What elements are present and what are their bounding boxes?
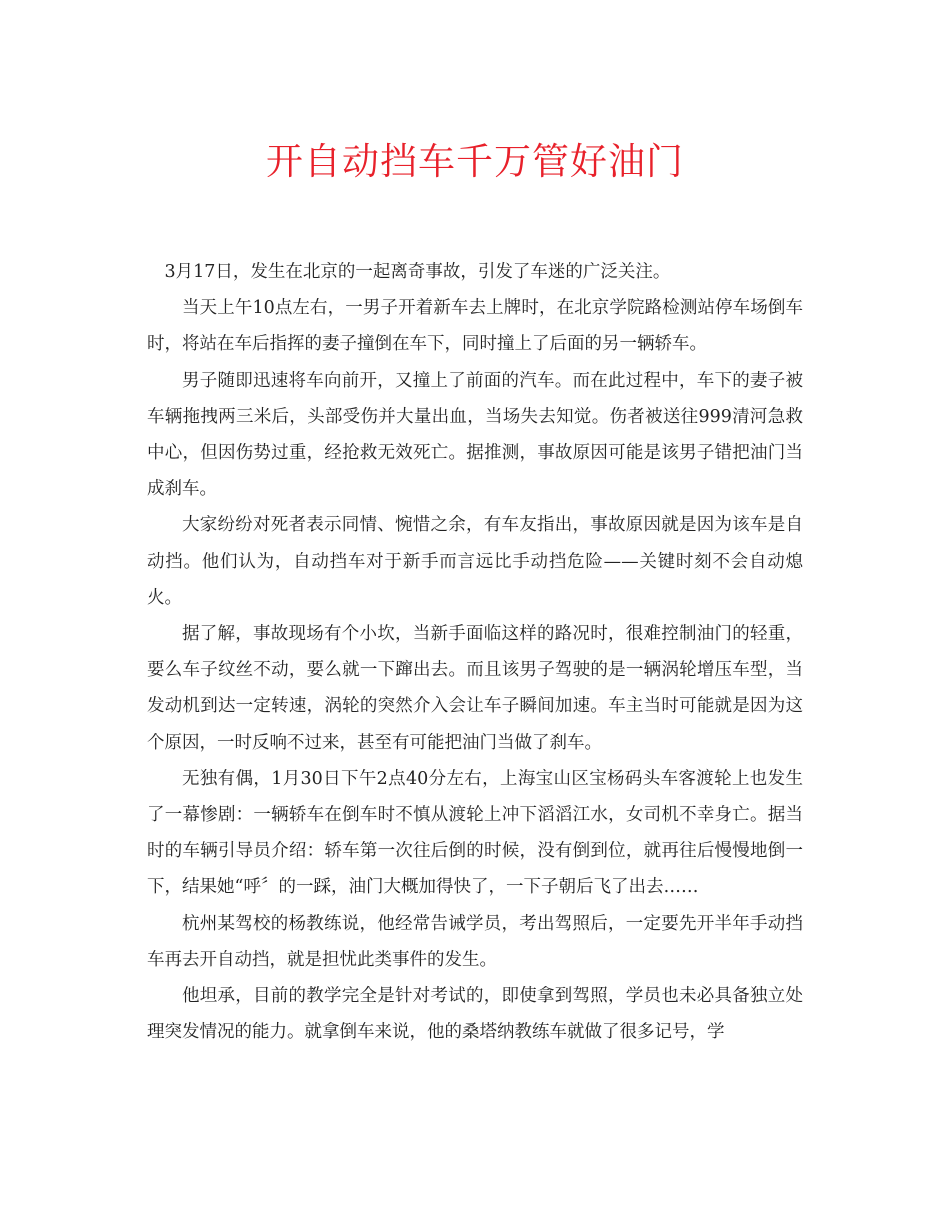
paragraph: 当天上午10点左右，一男子开着新车去上牌时，在北京学院路检测站停车场倒车时，将站在车后指挥的妻子撞倒在车下，同时撞上了后面的另一辆轿车。	[147, 298, 803, 355]
paragraph: 3月17日，发生在北京的一起离奇事故，引发了车迷的广泛关注。	[164, 262, 671, 282]
paragraph: 杭州某驾校的杨教练说，他经常告诫学员，考出驾照后，一定要先开半年手动挡车再去开自动挡，就是担忧此类事件的发生。	[147, 913, 803, 970]
paragraph: 他坦承，目前的教学完全是针对考试的，即使拿到驾照，学员也未必具备独立处理突发情况的能力。就拿倒车来说，他的桑塔纳教练车就做了很多记号，学	[147, 986, 803, 1043]
paragraph: 无独有偶，1月30日下午2点40分左右，上海宝山区宝杨码头车客渡轮上也发生了一幕惨剧：一辆轿车在倒车时不慎从渡轮上冲下滔滔江水，女司机不幸身亡。据当时的车辆引导员介绍：轿车第一次往后倒的时候，没有倒到位，就再往后慢慢地倒一下，结果她“呼〞的一踩，油门大概加得快了，一下子朝后飞了出去……	[147, 768, 803, 898]
paragraph: 据了解，事故现场有个小坎，当新手面临这样的路况时，很难控制油门的轻重，要么车子纹丝不动，要么就一下蹿出去。而且该男子驾驶的是一辆涡轮增压车型，当发动机到达一定转速，涡轮的突然介入会让车子瞬间加速。车主当时可能就是因为这个原因，一时反响不过来，甚至有可能把油门当做了刹车。	[147, 624, 803, 753]
article-body	[147, 254, 803, 1050]
paragraph: 男子随即迅速将车向前开，又撞上了前面的汽车。而在此过程中，车下的妻子被车辆拖拽两三米后，头部受伤并大量出血，当场失去知觉。伤者被送往999清河急救中心，但因伤势过重，经抢救无效死亡。据推测，事故原因可能是该男子错把油门当成刹车。	[147, 370, 803, 500]
paragraph: 大家纷纷对死者表示同情、惋惜之余，有车友指出，事故原因就是因为该车是自动挡。他们认为，自动挡车对于新手而言远比手动挡危险——关键时刻不会自动熄火。	[147, 515, 803, 608]
article-title: 开自动挡车千万管好油门	[266, 140, 684, 183]
